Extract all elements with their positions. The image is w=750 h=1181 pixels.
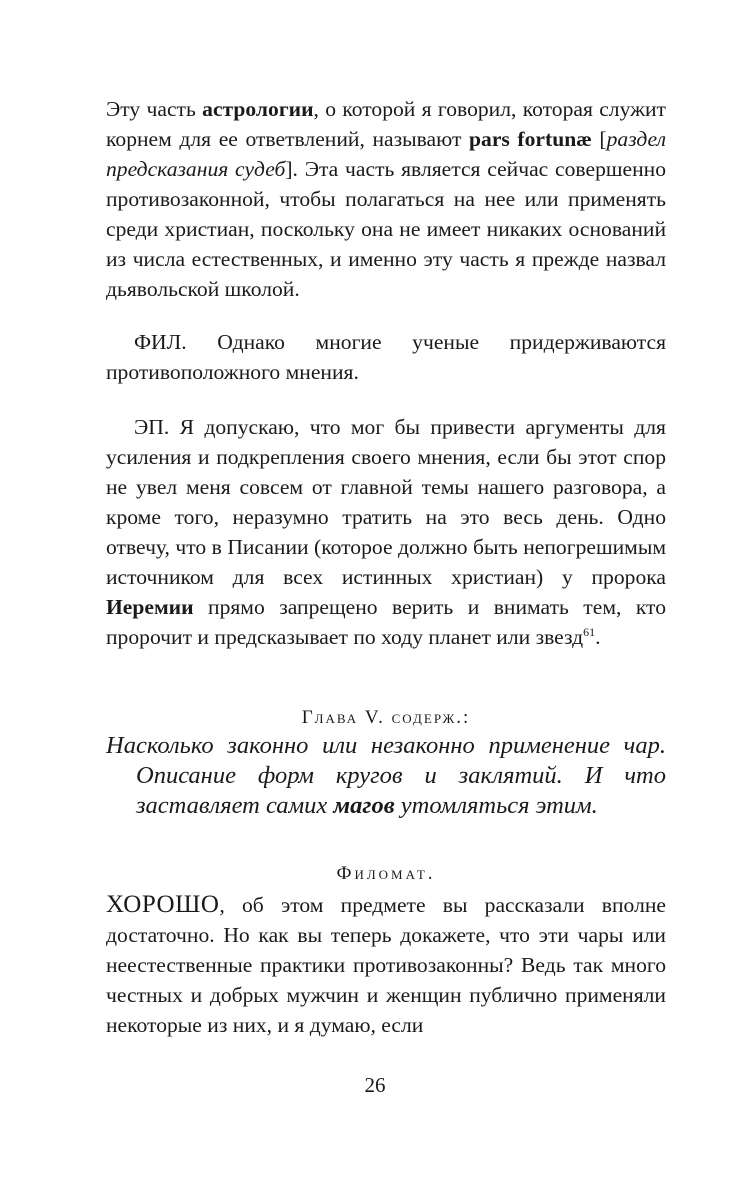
name-jeremiah: Иеремии bbox=[106, 595, 194, 619]
footnote-ref: 61 bbox=[583, 624, 596, 639]
translation-note: раздел предсказания судеб bbox=[106, 127, 667, 181]
chapter-summary bbox=[106, 731, 666, 821]
paragraph-text: Эту часть астрологии, о которой я говорил, которая служит корнем для ее ответвлений, называют pars fortunæ [раздел предсказания судеб]. Эта часть является сейчас совершенно противозаконной, чтобы полагаться на нее или применять среди христиан, поскольку она не имеет никаких оснований из числа естественных, и именно эту часть я прежде назвал дьявольской школой. bbox=[106, 97, 667, 301]
paragraph-text: ФИЛ. Однако многие ученые придерживаются противоположного мнения. bbox=[106, 330, 666, 384]
paragraph-ep bbox=[106, 412, 666, 652]
page-number: 26 bbox=[364, 1073, 386, 1097]
term-magi: магов bbox=[333, 792, 395, 819]
paragraph-phil bbox=[106, 327, 666, 387]
opening-word: ХОРОШО bbox=[106, 891, 220, 918]
paragraph-astrology bbox=[106, 94, 666, 304]
chapter-heading: Глава V. содерж.: bbox=[301, 707, 471, 728]
paragraph-text: ЭП. Я допускаю, что мог бы привести аргументы для усиления и подкрепления своего мнения, если бы этот спор не увел меня совсем от главной темы нашего разговора, а кроме того, неразумно тратить на это весь день. Одно отвечу, что в Писании (которое должно быть непогрешимым источником для всех истинных христиан) у пророка Иеремии прямо запрещено верить и внимать тем, кто пророчит и предсказывает по ходу планет или звезд$^{61}$. bbox=[106, 415, 666, 649]
paragraph-philomath bbox=[106, 890, 666, 1040]
speaker-heading: Филомат. bbox=[336, 863, 436, 884]
term-astrology: астрологии bbox=[202, 97, 314, 121]
term-pars-fortunae: pars fortunæ bbox=[469, 127, 592, 151]
summary-text: Насколько законно или незаконно применение чар. Описание форм кругов и заклятий. И что заставляет самих магов утомляться этим. bbox=[106, 732, 666, 819]
paragraph-text: ХОРОШО, об этом предмете вы рассказали вполне достаточно. Но как вы теперь докажете, что эти чары или неестественные практики противозаконны? Ведь так много честных и добрых мужчин и женщин публично применяли некоторые из них, и я думаю, если bbox=[106, 891, 666, 1037]
